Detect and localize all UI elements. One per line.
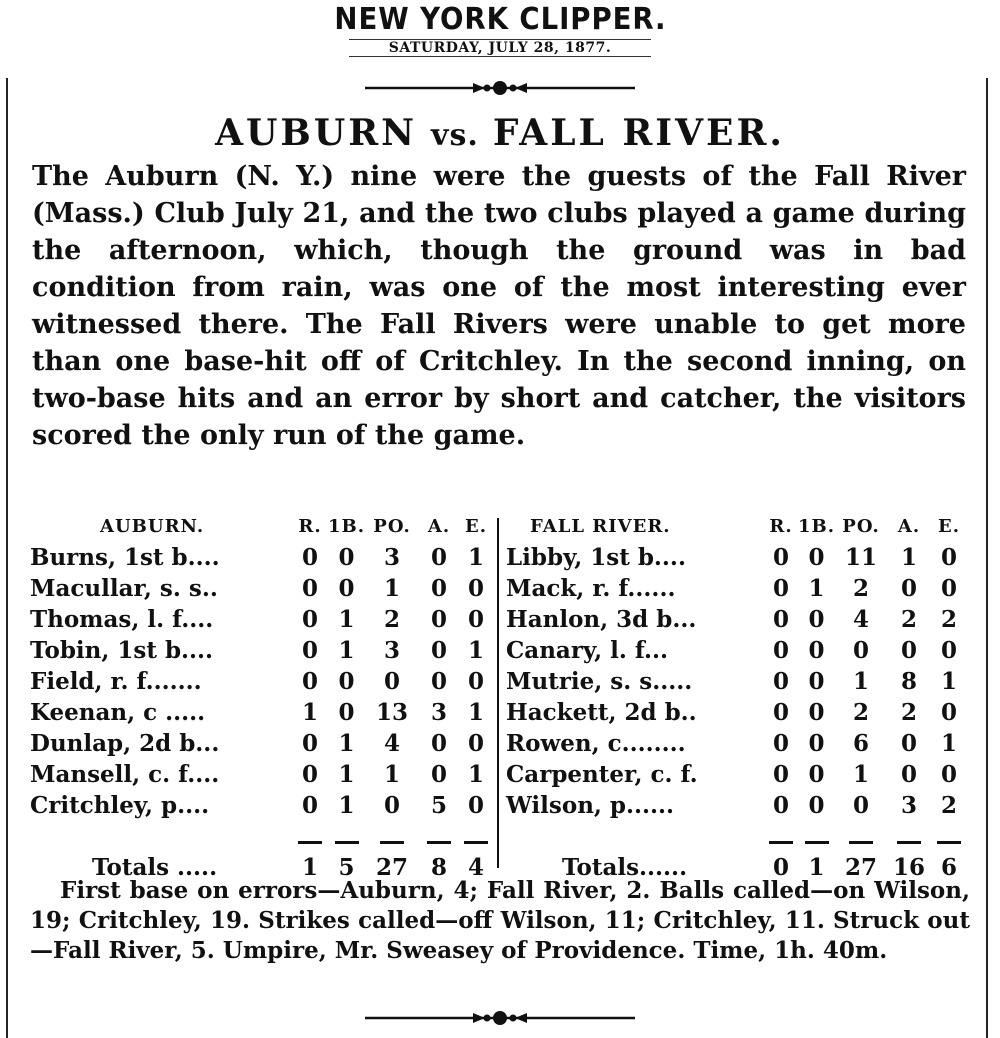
fall-river-header-row [506,510,967,542]
player-hits: 0 [808,544,825,571]
player-errors: 1 [468,637,485,664]
player-put-outs: 4 [853,606,870,633]
player-errors: 1 [468,761,485,788]
summary-text: First base on errors—Auburn, 4; Fall River, 2. Balls called—on Wilson, 19; Critchley, 19. Strikes called—off Wilson, 11; Critchley, 11. Struck out—Fall River, 5. Umpire, Mr. Sweasey of Providence. Time, 1h. 40m. [30,877,970,964]
player-hits: 0 [808,761,825,788]
player-assists: 5 [431,792,448,819]
player-runs: 0 [301,637,318,664]
fall-river-player-row [506,666,967,697]
player-errors: 0 [468,575,485,602]
auburn-box-score [30,510,493,883]
player-put-outs: 0 [853,792,870,819]
box-score-divider [497,518,499,868]
fall-river-total-assists: 16 [893,854,926,881]
player-runs: 0 [301,668,318,695]
fall-river-total-errors: 6 [941,854,958,881]
auburn-player-row [30,666,493,697]
auburn-player-row [30,697,493,728]
player-errors: 1 [941,668,958,695]
fall-river-total-hits: 1 [808,854,825,881]
player-runs: 0 [772,668,789,695]
player-hits: 0 [338,544,355,571]
player-hits: 0 [338,575,355,602]
fall-river-totals-divider [506,821,967,852]
fall-river-total-runs: 0 [772,854,789,881]
player-assists: 0 [431,606,448,633]
auburn-total-assists: 8 [431,854,448,881]
player-name: Critchley, p.... [30,792,210,819]
player-errors: 0 [941,637,958,664]
bottom-ornament-divider [0,1010,1000,1026]
player-runs: 0 [772,544,789,571]
auburn-totals-label: Totals ..... [92,854,218,881]
player-errors: 0 [941,544,958,571]
player-hits: 1 [338,761,355,788]
left-column-rule [6,78,8,1038]
auburn-team-name: AUBURN. [100,515,205,537]
player-put-outs: 1 [384,761,401,788]
header-first-base: 1B. [798,515,836,537]
player-assists: 3 [431,699,448,726]
player-put-outs: 0 [853,637,870,664]
player-name: Keenan, c ..... [30,699,206,726]
player-name: Libby, 1st b.... [506,544,686,571]
player-runs: 0 [772,699,789,726]
player-errors: 0 [468,792,485,819]
player-assists: 0 [431,730,448,757]
player-runs: 1 [301,699,318,726]
player-hits: 0 [808,668,825,695]
player-hits: 0 [338,668,355,695]
fall-river-player-row [506,542,967,573]
fall-river-totals-label: Totals...... [562,854,688,881]
player-runs: 0 [301,544,318,571]
player-runs: 0 [301,575,318,602]
player-errors: 0 [941,761,958,788]
player-name: Mutrie, s. s..... [506,668,693,695]
player-put-outs: 3 [384,544,401,571]
fall-river-team-name: FALL RIVER. [530,515,671,537]
header-errors: E. [938,515,961,537]
player-put-outs: 4 [384,730,401,757]
auburn-header-row [30,510,493,542]
top-ornament-divider [0,80,1000,96]
player-put-outs: 1 [384,575,401,602]
player-name: Dunlap, 2d b... [30,730,220,757]
player-name: Rowen, c........ [506,730,686,757]
player-hits: 0 [808,606,825,633]
header-first-base: 1B. [328,515,366,537]
player-hits: 0 [338,699,355,726]
auburn-total-errors: 4 [468,854,485,881]
auburn-total-runs: 1 [301,854,318,881]
player-assists: 0 [901,637,918,664]
fall-river-player-row [506,790,967,821]
fall-river-player-row [506,728,967,759]
player-assists: 0 [901,730,918,757]
issue-date: SATURDAY, JULY 28, 1877. [349,39,651,57]
player-runs: 0 [301,792,318,819]
fall-river-total-put-outs: 27 [845,854,878,881]
player-put-outs: 11 [845,544,878,571]
header-assists: A. [427,515,451,537]
player-name: Field, r. f....... [30,668,202,695]
newspaper-title: NEW YORK CLIPPER. [333,2,667,37]
player-name: Mack, r. f...... [506,575,676,602]
player-put-outs: 3 [384,637,401,664]
player-assists: 2 [901,606,918,633]
fall-river-player-row [506,573,967,604]
player-name: Wilson, p...... [506,792,675,819]
player-name: Macullar, s. s.. [30,575,218,602]
headline-team-auburn: AUBURN [215,112,418,154]
player-put-outs: 0 [384,668,401,695]
article-body: The Auburn (N. Y.) nine were the guests of the Fall River (Mass.) Club July 21, and the two clubs played a game during the afternoon, which, though the ground was in bad condition from rain, was one of the most interesting ever witnessed there. The Fall Rivers were unable to get more than one base-hit off of Critchley. In the second inning, on two-base hits and an error by short and catcher, the visitors scored the only run of the game. [32,161,966,451]
auburn-total-put-outs: 27 [376,854,409,881]
player-hits: 1 [338,606,355,633]
player-hits: 0 [808,699,825,726]
player-assists: 0 [901,761,918,788]
player-errors: 0 [468,606,485,633]
player-errors: 0 [468,668,485,695]
right-column-rule [986,78,988,1038]
fall-river-player-row [506,604,967,635]
player-assists: 2 [901,699,918,726]
player-errors: 0 [941,575,958,602]
player-put-outs: 0 [384,792,401,819]
player-errors: 2 [941,792,958,819]
auburn-player-row [30,604,493,635]
player-runs: 0 [301,606,318,633]
player-hits: 1 [338,637,355,664]
player-runs: 0 [772,792,789,819]
player-assists: 0 [901,575,918,602]
player-errors: 0 [468,730,485,757]
player-hits: 1 [338,792,355,819]
player-runs: 0 [301,761,318,788]
player-assists: 0 [431,668,448,695]
player-runs: 0 [772,730,789,757]
game-summary [30,876,970,966]
auburn-player-row [30,635,493,666]
player-runs: 0 [772,637,789,664]
player-put-outs: 2 [853,575,870,602]
player-hits: 0 [808,792,825,819]
masthead [0,2,1000,57]
player-assists: 0 [431,544,448,571]
auburn-player-row [30,759,493,790]
player-put-outs: 1 [853,668,870,695]
auburn-player-row [30,573,493,604]
player-put-outs: 2 [384,606,401,633]
player-runs: 0 [772,575,789,602]
player-name: Hackett, 2d b.. [506,699,697,726]
player-put-outs: 2 [853,699,870,726]
player-name: Burns, 1st b.... [30,544,220,571]
player-errors: 2 [941,606,958,633]
auburn-totals-divider [30,821,493,852]
player-errors: 1 [941,730,958,757]
header-runs: R. [769,515,793,537]
header-runs: R. [298,515,322,537]
player-errors: 1 [468,699,485,726]
player-assists: 0 [431,637,448,664]
fall-river-player-row [506,697,967,728]
player-put-outs: 13 [376,699,409,726]
auburn-total-hits: 5 [338,854,355,881]
fall-river-player-row [506,635,967,666]
player-assists: 0 [431,761,448,788]
player-name: Tobin, 1st b.... [30,637,214,664]
player-name: Hanlon, 3d b... [506,606,697,633]
player-assists: 1 [901,544,918,571]
header-assists: A. [897,515,921,537]
player-put-outs: 1 [853,761,870,788]
header-put-outs: PO. [373,515,411,537]
player-hits: 0 [808,730,825,757]
player-hits: 0 [808,637,825,664]
header-put-outs: PO. [842,515,880,537]
player-hits: 1 [338,730,355,757]
player-runs: 0 [772,761,789,788]
fall-river-box-score [506,510,967,883]
player-put-outs: 6 [853,730,870,757]
ornament-rule-icon [365,80,635,96]
player-name: Thomas, l. f.... [30,606,214,633]
player-errors: 0 [941,699,958,726]
player-name: Carpenter, c. f. [506,761,698,788]
player-errors: 1 [468,544,485,571]
fall-river-player-row [506,759,967,790]
article-headline [0,112,1000,154]
auburn-player-row [30,542,493,573]
header-errors: E. [465,515,488,537]
headline-team-fall-river: FALL RIVER. [492,112,785,154]
auburn-player-row [30,790,493,821]
player-hits: 1 [808,575,825,602]
player-runs: 0 [301,730,318,757]
player-assists: 3 [901,792,918,819]
player-runs: 0 [772,606,789,633]
ornament-rule-icon [365,1010,635,1026]
player-assists: 8 [901,668,918,695]
headline-vs: vs. [431,118,479,153]
player-name: Mansell, c. f.... [30,761,220,788]
player-name: Canary, l. f... [506,637,668,664]
player-assists: 0 [431,575,448,602]
auburn-player-row [30,728,493,759]
